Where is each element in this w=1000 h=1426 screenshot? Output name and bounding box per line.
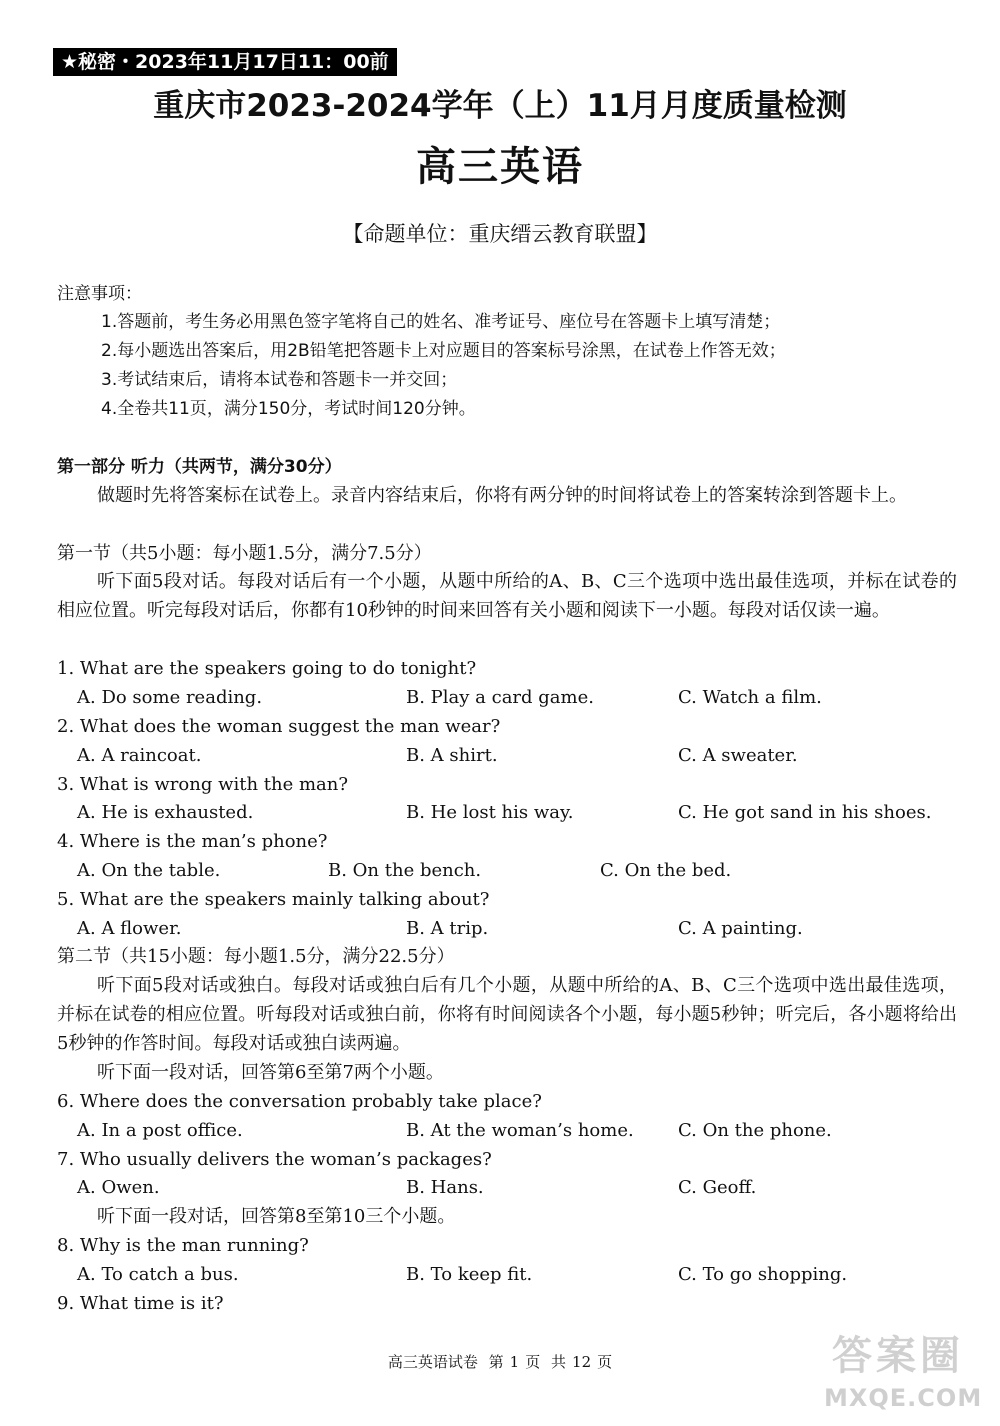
- footer-total-unit: 页: [597, 1353, 613, 1371]
- note-item: 4.全卷共11页，满分150分，考试时间120分钟。: [101, 399, 476, 419]
- q6-option-b: B. At the woman’s home.: [406, 1120, 634, 1141]
- confidential-badge: ★秘密・2023年11月17日11：00前: [53, 48, 397, 76]
- section1-instructions: 听下面5段对话。每段对话后有一个小题，从题中所给的A、B、C三个选项中选出最佳选项，并标在试卷的相应位置。听完每段对话后，你都有10秒钟的时间来回答有关小题和阅读下一小题。每段对话仅读一遍。: [57, 571, 957, 621]
- q8-option-a: A. To catch a bus.: [77, 1264, 239, 1285]
- question-2: 2. What does the woman suggest the man wear?: [57, 716, 501, 737]
- subject-title: 高三英语: [416, 144, 584, 190]
- q3-option-a: A. He is exhausted.: [77, 802, 254, 823]
- q7-option-b: B. Hans.: [406, 1177, 484, 1198]
- part1-intro: 做题时先将答案标在试卷上。录音内容结束后，你将有两分钟的时间将试卷上的答案转涂到答题卡上。: [97, 485, 907, 506]
- q5-option-a: A. A flower.: [77, 918, 182, 939]
- q4-option-b: B. On the bench.: [328, 860, 482, 881]
- note-item: 2.每小题选出答案后，用2B铅笔把答题卡上对应题目的答案标号涂黑，在试卷上作答无效；: [101, 341, 786, 361]
- footer-total-pages: 12: [572, 1353, 592, 1371]
- dialogue-lead-1: 听下面一段对话，回答第6至第7两个小题。: [97, 1062, 444, 1083]
- q2-option-b: B. A shirt.: [406, 745, 498, 766]
- watermark-logo: [818, 1322, 988, 1418]
- question-3: 3. What is wrong with the man?: [57, 774, 349, 795]
- watermark-top: 答案圈: [832, 1333, 964, 1379]
- part1-title: 第一部分 听力（共两节，满分30分）: [57, 457, 342, 477]
- q4-option-c: C. On the bed.: [600, 860, 732, 881]
- q3-option-b: B. He lost his way.: [406, 802, 574, 823]
- q1-option-c: C. Watch a film.: [678, 687, 822, 708]
- question-7: 7. Who usually delivers the woman’s packages?: [57, 1149, 492, 1170]
- dialogue-lead-2: 听下面一段对话，回答第8至第10三个小题。: [97, 1206, 456, 1227]
- question-8: 8. Why is the man running?: [57, 1235, 309, 1256]
- q2-option-a: A. A raincoat.: [77, 745, 202, 766]
- exam-title: 重庆市2023-2024学年（上）11月月度质量检测: [153, 88, 847, 124]
- question-4: 4. Where is the man’s phone?: [57, 831, 328, 852]
- note-item: 3.考试结束后，请将本试卷和答题卡一并交回；: [101, 370, 458, 390]
- notes-title: 注意事项：: [57, 284, 142, 304]
- section2-instructions: 听下面5段对话或独白。每段对话或独白后有几个小题，从题中所给的A、B、C三个选项中选出最佳选项，并标在试卷的相应位置。听每段对话或独白前，你将有时间阅读各个小题，每小题5秒钟；听完后，各小题将给出5秒钟的作答时间。每段对话或独白读两遍。: [57, 975, 957, 1054]
- q8-option-b: B. To keep fit.: [406, 1264, 533, 1285]
- footer-paper: 高三英语试卷: [387, 1353, 478, 1371]
- q5-option-b: B. A trip.: [406, 918, 489, 939]
- footer-page-unit: 页: [525, 1353, 541, 1371]
- q7-option-c: C. Geoff.: [678, 1177, 757, 1198]
- q2-option-c: C. A sweater.: [678, 745, 798, 766]
- issuing-unit: 【命题单位：重庆缙云教育联盟】: [342, 222, 658, 246]
- q8-option-c: C. To go shopping.: [678, 1264, 848, 1285]
- q4-option-a: A. On the table.: [77, 860, 221, 881]
- question-9: 9. What time is it?: [57, 1293, 224, 1314]
- q1-option-b: B. Play a card game.: [406, 687, 594, 708]
- footer-page-number: 1: [509, 1353, 520, 1371]
- q1-option-a: A. Do some reading.: [77, 687, 263, 708]
- question-1: 1. What are the speakers going to do tonight?: [57, 658, 477, 679]
- section2-title: 第二节（共15小题：每小题1.5分，满分22.5分）: [57, 946, 455, 967]
- q3-option-c: C. He got sand in his shoes.: [678, 802, 932, 823]
- q7-option-a: A. Owen.: [77, 1177, 160, 1198]
- section1-title: 第一节（共5小题：每小题1.5分，满分7.5分）: [57, 543, 432, 564]
- q6-option-c: C. On the phone.: [678, 1120, 832, 1141]
- q6-option-a: A. In a post office.: [77, 1120, 243, 1141]
- q5-option-c: C. A painting.: [678, 918, 803, 939]
- note-item: 1.答题前，考生务必用黑色签字笔将自己的姓名、准考证号、座位号在答题卡上填写清楚；: [101, 312, 781, 332]
- watermark-bottom: MXQE.COM: [824, 1384, 983, 1412]
- question-6: 6. Where does the conversation probably take place?: [57, 1091, 542, 1112]
- footer-total-prefix: 共: [551, 1353, 567, 1371]
- footer-page-prefix: 第: [488, 1353, 504, 1371]
- question-5: 5. What are the speakers mainly talking about?: [57, 889, 490, 910]
